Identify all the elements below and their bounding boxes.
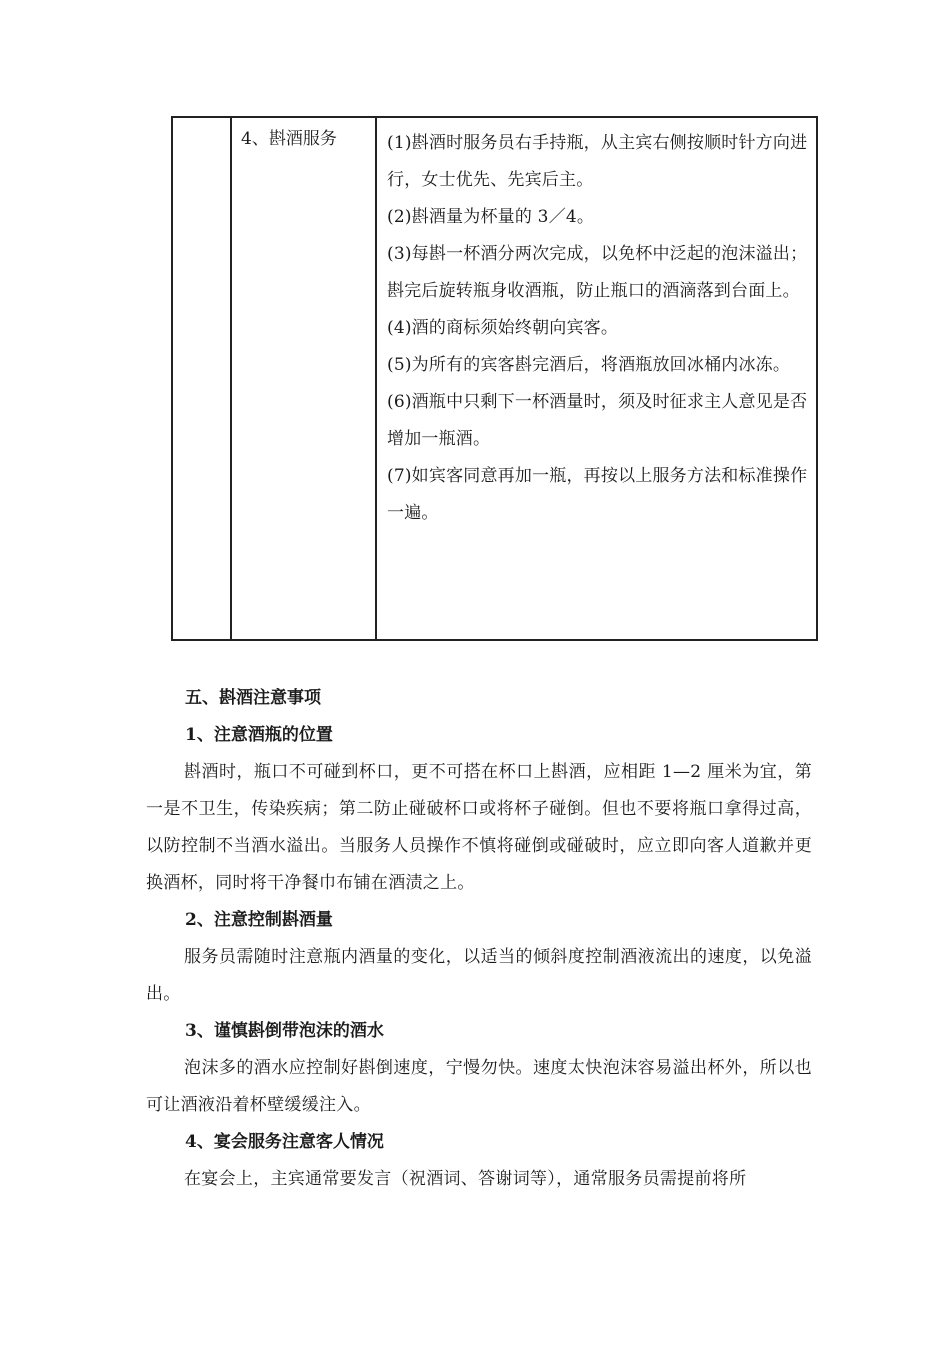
table-row [172,117,817,640]
section-title: 五、斟酒注意事项 [185,688,321,708]
standard-item-5: (5)为所有的宾客斟完酒后，将酒瓶放回冰桶内冰冻。 [387,355,791,375]
subsection-heading-1: 1、注意酒瓶的位置 [185,725,333,745]
procedure-standard-cell [376,117,817,640]
standard-item-7: (7)如宾客同意再加一瓶，再按以上服务方法和标准操作一遍。 [387,466,808,523]
subsection-heading-2: 2、注意控制斟酒量 [185,910,333,930]
subsection-heading-4: 4、宴会服务注意客人情况 [185,1132,384,1152]
standard-item-4: (4)酒的商标须始终朝向宾客。 [387,318,619,338]
procedure-name-cell [231,117,376,640]
subsection-body-3: 泡沫多的酒水应控制好斟倒速度，宁慢勿快。速度太快泡沫容易溢出杯外，所以也可让酒液沿着杯壁缓缓注入。 [146,1058,812,1115]
standard-item-3: (3)每斟一杯酒分两次完成，以免杯中泛起的泡沫溢出；斟完后旋转瓶身收酒瓶，防止瓶口的酒滴落到台面上。 [387,244,808,301]
subsection-body-2: 服务员需随时注意瓶内酒量的变化，以适当的倾斜度控制酒液流出的速度，以免溢出。 [146,947,812,1004]
procedure-name: 4、斟酒服务 [241,129,337,149]
service-procedure-table [171,116,818,641]
standard-item-6: (6)酒瓶中只剩下一杯酒量时，须及时征求主人意见是否增加一瓶酒。 [387,392,808,449]
empty-category-cell [172,117,231,640]
subsection-heading-3: 3、谨慎斟倒带泡沫的酒水 [185,1021,384,1041]
notes-section [146,680,812,1198]
subsection-body-4: 在宴会上，主宾通常要发言（祝酒词、答谢词等），通常服务员需提前将所 [184,1169,747,1189]
subsection-body-1: 斟酒时，瓶口不可碰到杯口，更不可搭在杯口上斟酒，应相距 1—2 厘米为宜，第一是不卫生，传染疾病；第二防止碰破杯口或将杯子碰倒。但也不要将瓶口拿得过高，以防控制不当酒水溢出。当服务人员操作不慎将碰倒或碰破时，应立即向客人道歉并更换酒杯，同时将干净餐巾布铺在酒渍之上。 [146,762,812,893]
standard-item-1: (1)斟酒时服务员右手持瓶，从主宾右侧按顺时针方向进行，女士优先、先宾后主。 [387,133,808,190]
standard-item-2: (2)斟酒量为杯量的 3／4。 [387,207,595,227]
